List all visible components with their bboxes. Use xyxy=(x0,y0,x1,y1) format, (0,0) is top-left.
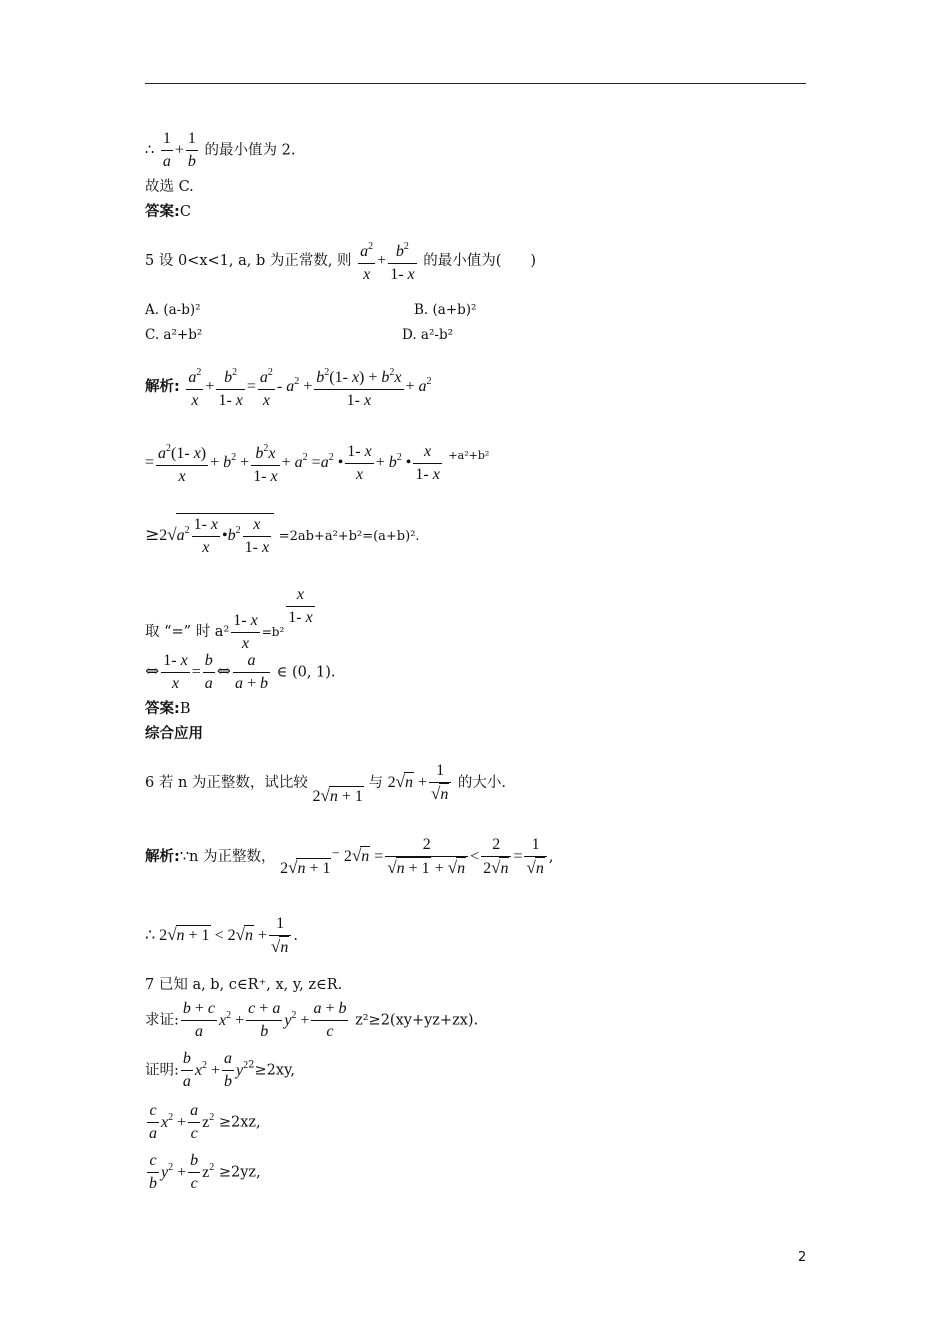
interval-text: ∈ (0, 1). xyxy=(276,664,336,681)
answer-value: C xyxy=(179,204,191,220)
q6-stem-pre: 6 若 n 为正整数，试比较 xyxy=(145,775,308,791)
answer-label: 答案: xyxy=(145,701,180,717)
prove-label: 求证: xyxy=(145,1012,179,1029)
q6-stem-mid: 与 xyxy=(368,775,383,791)
q7-prove: 求证: $\frac{b + c}{a}$ $x^2$ + $\frac{c + a}{b}$ $y^2$ + $\frac{a + b}{c}$ z²≥2(xy+yz+zx). xyxy=(145,998,478,1043)
q6-stem-post: 的大小. xyxy=(457,775,507,791)
fraction: $\frac{1}{a}$ xyxy=(162,130,171,170)
answer-label: 答案: xyxy=(145,204,180,220)
q5-iff-line: ⇔ $\frac{1- x}{x}$ = $\frac{b}{a}$ ⇔ $\frac{a}{a + b}$ ∈ (0, 1). xyxy=(145,650,336,695)
fraction: $\frac{1- x}{x}$ xyxy=(347,442,372,483)
proof-tail: ≥2xy, xyxy=(254,1062,295,1079)
therefore-symbol: ∴ xyxy=(145,142,155,159)
fraction: $\frac{a + b}{c}$ xyxy=(313,1000,347,1040)
fraction: $\frac{b}{a}$ xyxy=(182,1050,191,1090)
radicand: $a^2$ $\frac{1- x}{x}$ $•b^2$ $\frac{x}{1- x}$ xyxy=(176,513,274,559)
q5-analysis-line1: 解析: $\frac{a^2}{x}$ + $\frac{b^2}{1- x}$ = $\frac{a^2}{x}$ - $a^2$ + $\frac{b^2(1- x) + b^2x}{1- x}$ + $a^2$ xyxy=(145,362,432,412)
fraction: $\frac{c + a}{b}$ xyxy=(248,1000,281,1040)
analysis-pre: ∵n 为正整数， xyxy=(179,849,276,865)
proof-label: 证明: xyxy=(145,1062,179,1079)
fraction: $\frac{1}{√n}$ xyxy=(429,760,451,806)
q5-analysis-line3: $\ge 2√a^2$ $\frac{1- x}{x}$ $•b^2$ $\frac{x}{1- x}$ =2ab+a²+b²=(a+b)². xyxy=(145,513,420,559)
equality-mid: =b² xyxy=(261,625,285,639)
q6-analysis-line1: 解析:∵n 为正整数， 2√n + 1⁻ 2√n = $\frac{2}{√n + 1 + √n}$ < $\frac{2}{2√n}$ = $\frac{1}{√n}$ , xyxy=(145,834,553,880)
fraction: $\frac{x}{1- x}$ xyxy=(415,442,440,483)
q6-stem: 6 若 n 为正整数，试比较 2√n + 1 与 2√n + $\frac{1}{√n}$ 的大小. xyxy=(145,762,507,805)
fraction: $\frac{1}{√n}$ xyxy=(269,913,291,959)
option-c: C. a²+b² xyxy=(145,327,203,343)
option-a: A. (a-b)² xyxy=(145,302,201,318)
equality-pre: 取 “=” 时 a² xyxy=(145,624,230,640)
min-value-text: 的最小值为 2. xyxy=(204,142,296,159)
fraction: $\frac{a^2}{x}$ xyxy=(186,362,203,412)
fraction: $\frac{a^2}{x}$ xyxy=(358,236,375,286)
analysis-label: 解析: xyxy=(145,379,180,395)
page-number: 2 xyxy=(798,1250,807,1265)
tail-plus: +a²+b² xyxy=(448,449,490,462)
q5-analysis-line2: = $\frac{a^2(1- x)}{x}$ + $b^2$ + $\frac{b^2x}{1- x}$ + $a^2 =a^2$ • $\frac{1- x}{x}$ + $b^2$ • $\frac{x}{1- x}$ $^{+a^2+b^2}$ xyxy=(145,438,489,488)
fraction: $\frac{b^2}{1- x}$ xyxy=(388,236,416,286)
fraction: $\frac{2}{2√n}$ xyxy=(481,834,511,880)
option-d: D. a²-b² xyxy=(402,327,454,343)
prove-tail: z²≥2(xy+yz+zx). xyxy=(355,1012,479,1029)
analysis-label: 解析: xyxy=(145,849,180,865)
section-title: 综合应用 xyxy=(145,726,203,742)
answer-line xyxy=(145,202,191,222)
q6-conclusion: ∴ 2√n + 1 < 2√n + $\frac{1}{√n}$ . xyxy=(145,913,298,959)
fraction: $\frac{b^2(1- x) + b^2x}{1- x}$ xyxy=(314,362,403,412)
fraction: $\frac{b + c}{a}$ xyxy=(182,1000,216,1040)
fraction: $\frac{1}{b}$ xyxy=(187,130,196,170)
q7-proof-line2: $\frac{c}{a}$ $x^2$ + $\frac{a}{c}$ $z^2 \ge 2xz$, xyxy=(145,1100,261,1145)
fraction: $\frac{a}{c}$ xyxy=(190,1102,199,1142)
q5-equality-line xyxy=(145,584,317,655)
geq-tail: =2ab+a²+b²=(a+b)². xyxy=(278,529,420,545)
q5-stem: 5 设 0<x<1, a, b 为正常数, 则 $\frac{a^2}{x}$ + $\frac{b^2}{1- x}$ 的最小值为( ) xyxy=(145,236,536,286)
fraction: $\frac{x}{1- x}$ xyxy=(288,586,313,626)
q7-stem: 7 已知 a, b, c∈R⁺, x, y, z∈R. xyxy=(145,977,343,993)
fraction: $\frac{b}{c}$ xyxy=(190,1152,199,1192)
fraction: $\frac{a}{b}$ xyxy=(224,1050,233,1090)
proof-tail: ≥2xz, xyxy=(218,1114,261,1131)
fraction: $\frac{1}{√n}$ xyxy=(524,834,546,880)
q5-stem-pre: 5 设 0<x<1, a, b 为正常数, 则 xyxy=(145,253,352,269)
q7-proof-line1: 证明: $\frac{b}{a}$ $x^2$ + $\frac{a}{b}$ $y^{22}\ge 2xy$, xyxy=(145,1048,295,1093)
fraction: $\frac{b^2}{1- x}$ xyxy=(216,362,244,412)
fraction: $\frac{1- x}{x}$ xyxy=(233,611,258,652)
fraction: $\frac{b^2x}{1- x}$ xyxy=(251,438,279,488)
fraction: $\frac{c}{b}$ xyxy=(149,1152,157,1192)
proof-tail: ≥2yz, xyxy=(218,1164,261,1181)
option-b: B. (a+b)² xyxy=(414,302,477,318)
fraction: $\frac{a}{a + b}$ xyxy=(234,652,268,692)
fraction: $\frac{c}{a}$ xyxy=(149,1102,157,1142)
header-rule xyxy=(145,83,806,84)
q7-proof-line3: $\frac{c}{b}$ $y^2$ + $\frac{b}{c}$ $z^2 \ge 2yz$, xyxy=(145,1150,261,1195)
fraction: $\frac{b}{a}$ xyxy=(204,652,213,692)
choice-line: 故选 C. xyxy=(145,179,194,195)
q5-stem-post: 的最小值为( ) xyxy=(423,253,537,269)
answer-value: B xyxy=(179,701,191,717)
q4-min-line: ∴ $\frac{1}{a}$ + $\frac{1}{b}$ 的最小值为 2. xyxy=(145,128,295,173)
fraction: $\frac{a^2}{x}$ xyxy=(258,362,275,412)
fraction: $\frac{1- x}{x}$ xyxy=(163,652,188,692)
q5-answer-line xyxy=(145,699,190,719)
fraction: $\frac{2}{√n + 1 + √n}$ xyxy=(385,834,468,880)
fraction: $\frac{a^2(1- x)}{x}$ xyxy=(156,438,208,488)
